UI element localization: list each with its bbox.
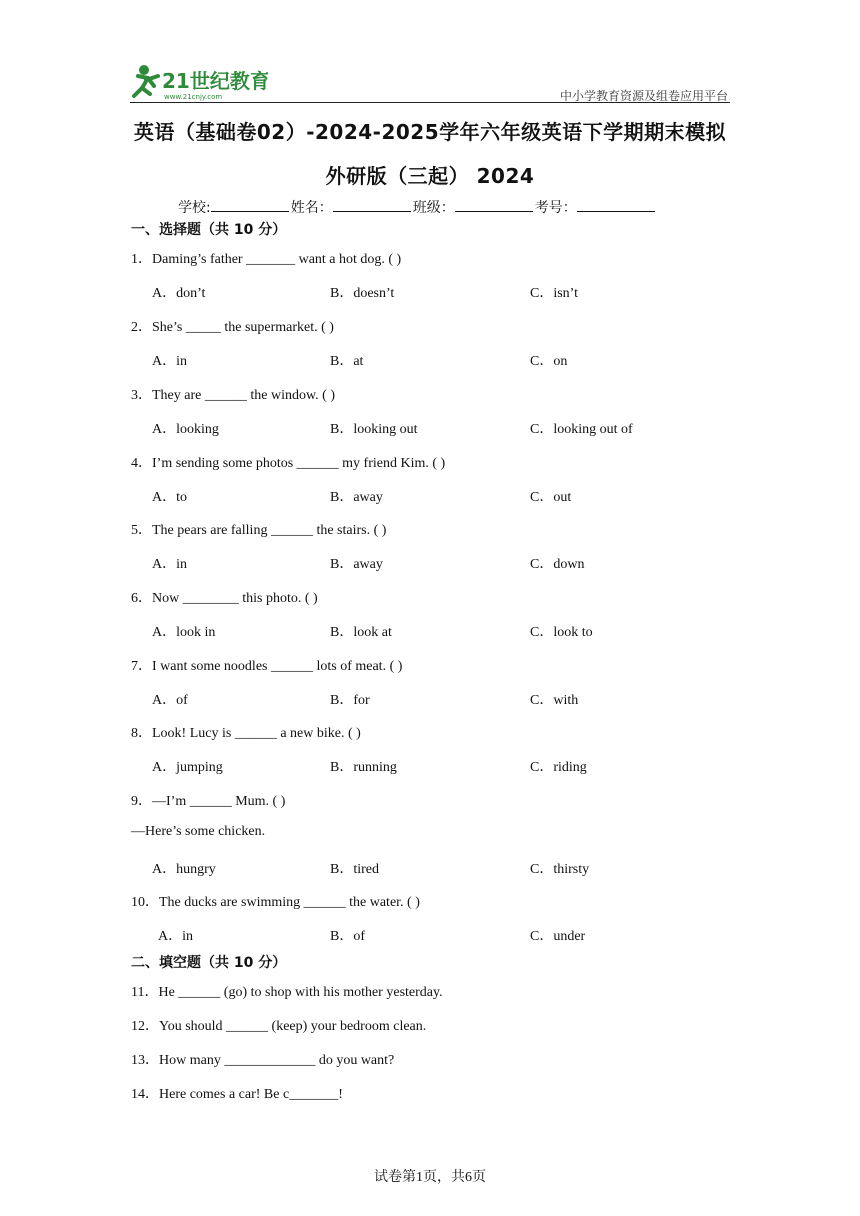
option-1a[interactable]: A．don’t (152, 286, 206, 301)
option-5b[interactable]: B．away (330, 557, 383, 572)
option-4a[interactable]: A．to (152, 490, 187, 505)
platform-tagline: 中小学教育资源及组卷应用平台 (559, 89, 728, 103)
option-7c[interactable]: C．with (530, 693, 579, 708)
exam-no-label: 考号： (534, 200, 577, 216)
option-6b[interactable]: B．look at (330, 625, 392, 640)
option-9a[interactable]: A．hungry (152, 862, 216, 877)
option-8b[interactable]: B．running (330, 760, 397, 775)
logo-number: 21世纪教育 (162, 69, 268, 93)
option-4c[interactable]: C．out (530, 490, 572, 505)
question-12: 12．You should ______ (keep) your bedroom clean. (131, 1019, 427, 1034)
option-3c[interactable]: C．looking out of (530, 422, 633, 437)
option-7a[interactable]: A．of (152, 693, 188, 708)
school-blank[interactable] (211, 197, 289, 212)
option-2c[interactable]: C．on (530, 354, 568, 369)
question-9: 9．—I’m ______ Mum. ( ) (131, 794, 286, 809)
option-3a[interactable]: A．looking (152, 422, 219, 437)
header-divider (130, 102, 730, 103)
question-11: 11．He ______ (go) to shop with his mother yesterday. (131, 985, 443, 1000)
name-label: 姓名： (290, 200, 333, 216)
question-4: 4．I’m sending some photos ______ my friend Kim. ( ) (131, 456, 446, 471)
question-7: 7．I want some noodles ______ lots of meat. ( ) (131, 659, 403, 674)
section-heading-fill: 二、填空题（共 10 分） (131, 955, 287, 971)
document-title-line1: 英语（基础卷02）-2024-2025学年六年级英语下学期期末模拟 (133, 120, 727, 144)
option-6c[interactable]: C．look to (530, 625, 593, 640)
question-8: 8．Look! Lucy is ______ a new bike. ( ) (131, 726, 361, 741)
option-9c[interactable]: C．thirsty (530, 862, 590, 877)
class-blank[interactable] (455, 197, 533, 212)
class-label: 班级： (412, 200, 455, 216)
document-title-line2: 外研版（三起） 2024 (325, 164, 535, 188)
option-2a[interactable]: A．in (152, 354, 187, 369)
option-1b[interactable]: B．doesn’t (330, 286, 395, 301)
question-3: 3．They are ______ the window. ( ) (131, 388, 335, 403)
option-4b[interactable]: B．away (330, 490, 383, 505)
question-9-response: —Here’s some chicken. (131, 824, 266, 839)
page-footer: 试卷第1页，共6页 (374, 1170, 486, 1185)
option-1c[interactable]: C．isn’t (530, 286, 578, 301)
question-2: 2．She’s _____ the supermarket. ( ) (131, 320, 334, 335)
student-info-line (178, 197, 657, 217)
runner-icon (128, 62, 268, 102)
option-10c[interactable]: C．under (530, 929, 586, 944)
school-label: 学校: (178, 200, 211, 216)
option-10b[interactable]: B．of (330, 929, 365, 944)
question-1: 1．Daming’s father _______ want a hot dog. ( ) (131, 252, 402, 267)
option-3b[interactable]: B．looking out (330, 422, 418, 437)
option-5c[interactable]: C．down (530, 557, 585, 572)
question-6: 6．Now ________ this photo. ( ) (131, 591, 318, 606)
exam-no-blank[interactable] (577, 197, 655, 212)
logo-url: www.21cnjy.com (164, 93, 223, 101)
option-5a[interactable]: A．in (152, 557, 187, 572)
option-7b[interactable]: B．for (330, 693, 370, 708)
section-heading-choice: 一、选择题（共 10 分） (131, 222, 287, 238)
question-5: 5．The pears are falling ______ the stairs. ( ) (131, 523, 387, 538)
option-9b[interactable]: B．tired (330, 862, 379, 877)
option-6a[interactable]: A．look in (152, 625, 216, 640)
name-blank[interactable] (333, 197, 411, 212)
option-2b[interactable]: B．at (330, 354, 364, 369)
option-8a[interactable]: A．jumping (152, 760, 223, 775)
question-13: 13．How many _____________ do you want? (131, 1053, 395, 1068)
option-10a[interactable]: A．in (158, 929, 193, 944)
question-10: 10．The ducks are swimming ______ the water. ( ) (131, 895, 420, 910)
site-logo (128, 62, 268, 102)
question-14: 14．Here comes a car! Be c_______! (131, 1087, 343, 1102)
option-8c[interactable]: C．riding (530, 760, 587, 775)
